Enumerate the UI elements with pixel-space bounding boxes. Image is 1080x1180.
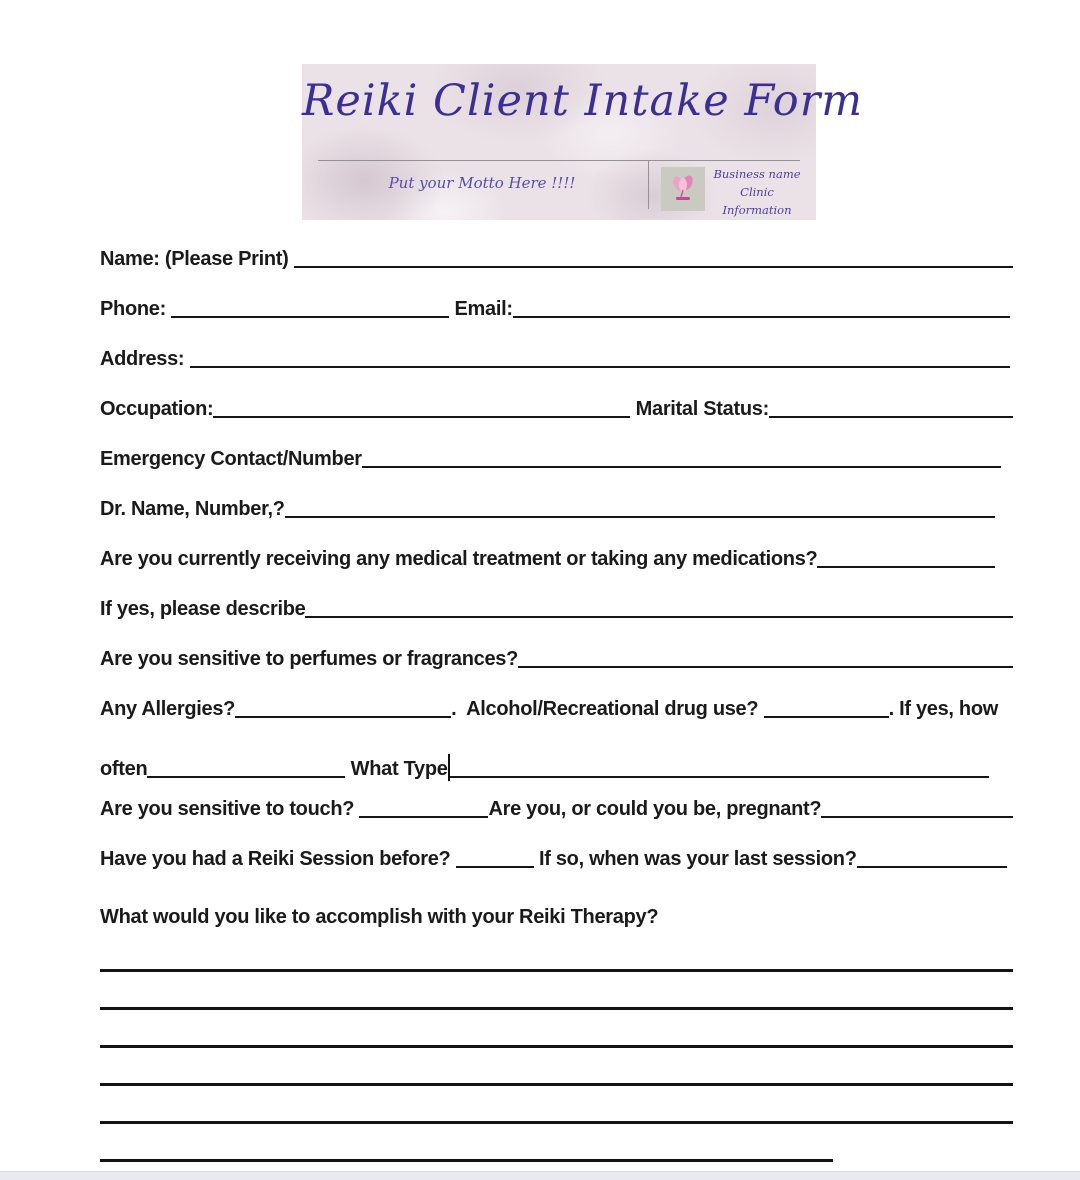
occupation-write-line[interactable] xyxy=(213,416,630,418)
form-row-accomplish xyxy=(100,893,1013,943)
emergency-contact-label: Emergency Contact/Number xyxy=(100,448,362,470)
form-title: Reiki Client Intake Form xyxy=(302,76,864,126)
lotus-flower-icon xyxy=(666,172,700,206)
form-row-touch-pregnant xyxy=(100,785,1013,835)
alcohol-use-label: . Alcohol/Recreational drug use? xyxy=(451,698,764,720)
marital-status-label: Marital Status: xyxy=(630,398,769,420)
what-type-label: What Type xyxy=(345,758,448,780)
address-write-line[interactable] xyxy=(190,366,1010,368)
email-label: Email: xyxy=(449,298,513,320)
perfumes-write-line[interactable] xyxy=(518,666,1013,668)
name-write-line[interactable] xyxy=(294,266,1013,268)
occupation-label: Occupation: xyxy=(100,398,214,420)
allergies-write-line[interactable] xyxy=(235,716,451,718)
write-in-line[interactable] xyxy=(100,943,1013,972)
medical-treatment-label: Are you currently receiving any medical treatment or taking any medications? xyxy=(100,548,818,570)
page-bottom-strip xyxy=(0,1171,1080,1180)
alcohol-use-write-line[interactable] xyxy=(764,716,889,718)
last-session-write-line[interactable] xyxy=(857,866,1007,868)
often-label: often xyxy=(100,758,148,780)
name-label: Name: (Please Print) xyxy=(100,248,294,270)
doctor-label: Dr. Name, Number,? xyxy=(100,498,285,520)
often-write-line[interactable] xyxy=(147,776,345,778)
form-row-phone-email xyxy=(100,285,1013,335)
pregnant-label: Are you, or could you be, pregnant? xyxy=(488,798,822,820)
form-row-perfumes xyxy=(100,635,1013,685)
write-in-line[interactable] xyxy=(100,972,1013,1010)
form-row-reiki-session xyxy=(100,835,1013,885)
banner-vertical-divider xyxy=(648,161,649,209)
form-row-allergies-alcohol xyxy=(100,685,1013,735)
session-before-label: Have you had a Reiki Session before? xyxy=(100,848,456,870)
motto-text: Put your Motto Here !!!! xyxy=(388,174,576,192)
form-row-often-what-type xyxy=(100,735,1013,785)
write-in-line[interactable] xyxy=(100,1086,1013,1124)
form-row-address xyxy=(100,335,1013,385)
doctor-write-line[interactable] xyxy=(285,516,995,518)
medical-treatment-write-line[interactable] xyxy=(817,566,995,568)
sensitive-touch-label: Are you sensitive to touch? xyxy=(100,798,360,820)
clinic-logo xyxy=(661,167,705,211)
perfumes-label: Are you sensitive to perfumes or fragrances? xyxy=(100,648,519,670)
accomplish-label: What would you like to accomplish with your Reiki Therapy? xyxy=(100,906,659,928)
last-session-label: If so, when was your last session? xyxy=(533,848,857,870)
what-type-write-line[interactable] xyxy=(450,776,989,778)
business-info-block xyxy=(706,165,808,219)
describe-write-line[interactable] xyxy=(305,616,1013,618)
write-in-line[interactable] xyxy=(100,1124,833,1162)
header-banner xyxy=(302,64,864,220)
form-row-name xyxy=(100,235,1013,285)
write-in-line[interactable] xyxy=(100,1010,1013,1048)
form-row-describe xyxy=(100,585,1013,635)
pregnant-write-line[interactable] xyxy=(821,816,1013,818)
allergies-label: Any Allergies? xyxy=(100,698,236,720)
phone-write-line[interactable] xyxy=(171,316,449,318)
form-row-medical-treatment xyxy=(100,535,1013,585)
form-row-doctor xyxy=(100,485,1013,535)
free-write-area xyxy=(100,943,1013,1162)
if-yes-how-label: . If yes, how xyxy=(888,698,999,720)
phone-label: Phone: xyxy=(100,298,172,320)
address-label: Address: xyxy=(100,348,190,370)
marital-status-write-line[interactable] xyxy=(769,416,1013,418)
clinic-info-text: Clinic Information xyxy=(722,185,792,217)
session-before-write-line[interactable] xyxy=(456,866,534,868)
banner-divider-line xyxy=(318,160,800,161)
sensitive-touch-write-line[interactable] xyxy=(359,816,488,818)
form-row-occupation-marital xyxy=(100,385,1013,435)
form-row-emergency-contact xyxy=(100,435,1013,485)
emergency-contact-write-line[interactable] xyxy=(362,466,1001,468)
write-in-line[interactable] xyxy=(100,1048,1013,1086)
email-write-line[interactable] xyxy=(513,316,1010,318)
business-name-text: Business name xyxy=(713,167,801,181)
form-body xyxy=(100,235,1013,1162)
describe-label: If yes, please describe xyxy=(100,598,306,620)
